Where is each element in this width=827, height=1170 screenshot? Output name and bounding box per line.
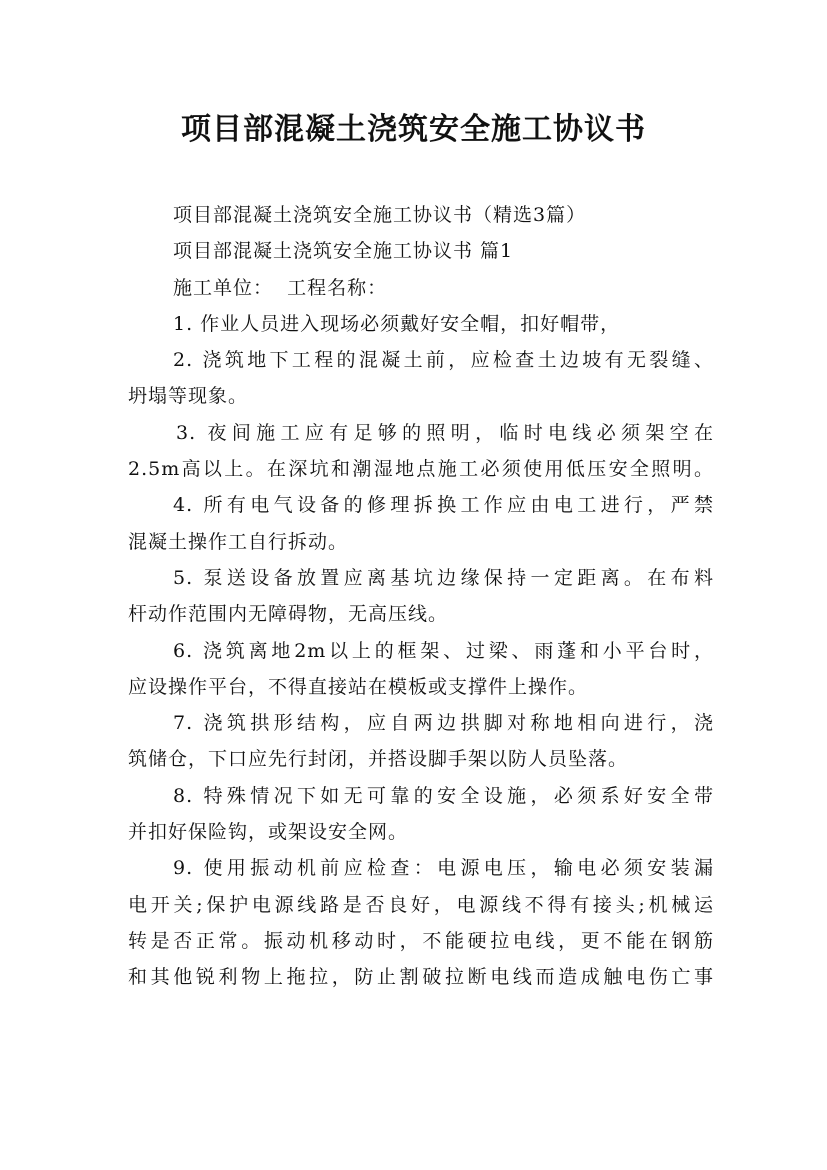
paragraph-line: 9. 使用振动机前应检查：电源电压，输电必须安装漏 xyxy=(173,857,714,880)
paragraph-line: 2. 浇筑地下工程的混凝土前，应检查土边坡有无裂缝、 xyxy=(173,349,714,372)
section-heading: 项目部混凝土浇筑安全施工协议书 篇1 xyxy=(173,240,514,263)
paragraph-line: 杆动作范围内无障碍物，无高压线。 xyxy=(128,603,449,626)
paragraph-line: 混凝土操作工自行拆动。 xyxy=(128,530,349,553)
paragraph-line: 7. 浇筑拱形结构，应自两边拱脚对称地相向进行，浇 xyxy=(173,712,714,735)
paragraph-line: 6. 浇筑离地2m以上的框架、过梁、雨蓬和小平台时， xyxy=(173,639,714,662)
paragraph-line: 坍塌等现象。 xyxy=(128,385,249,408)
paragraph-line: 应设操作平台，不得直接站在模板或支撑件上操作。 xyxy=(128,675,589,698)
subtitle-line: 项目部混凝土浇筑安全施工协议书（精选3篇） xyxy=(173,204,587,226)
paragraph-line: 2.5m高以上。在深坑和潮湿地点施工必须使用低压安全照明。 xyxy=(128,458,714,481)
document-body xyxy=(128,197,714,996)
paragraph-line: 4. 所有电气设备的修理拆换工作应由电工进行，严禁 xyxy=(173,494,714,517)
paragraph-line: 和其他锐利物上拖拉，防止割破拉断电线而造成触电伤亡事 xyxy=(128,966,714,989)
paragraph-line: 筑储仓，下口应先行封闭，并搭设脚手架以防人员坠落。 xyxy=(128,748,629,771)
paragraph-line: 8. 特殊情况下如无可靠的安全设施，必须系好安全带 xyxy=(173,784,714,807)
paragraph-line: 转是否正常。振动机移动时，不能硬拉电线，更不能在钢筋 xyxy=(128,929,714,952)
document-title: 项目部混凝土浇筑安全施工协议书 xyxy=(181,112,646,147)
paragraph-line: 并扣好保险钩，或架设安全网。 xyxy=(128,821,409,844)
paragraph-line: 1. 作业人员进入现场必须戴好安全帽，扣好帽带， xyxy=(173,312,621,335)
paragraph-line: 3. 夜间施工应有足够的照明，临时电线必须架空在 xyxy=(176,421,714,444)
paragraph-line: 5. 泵送设备放置应离基坑边缘保持一定距离。在布料 xyxy=(173,566,714,589)
info-line: 施工单位： 工程名称： xyxy=(173,276,388,299)
paragraph-line: 电开关;保护电源线路是否良好，电源线不得有接头;机械运 xyxy=(128,893,714,916)
